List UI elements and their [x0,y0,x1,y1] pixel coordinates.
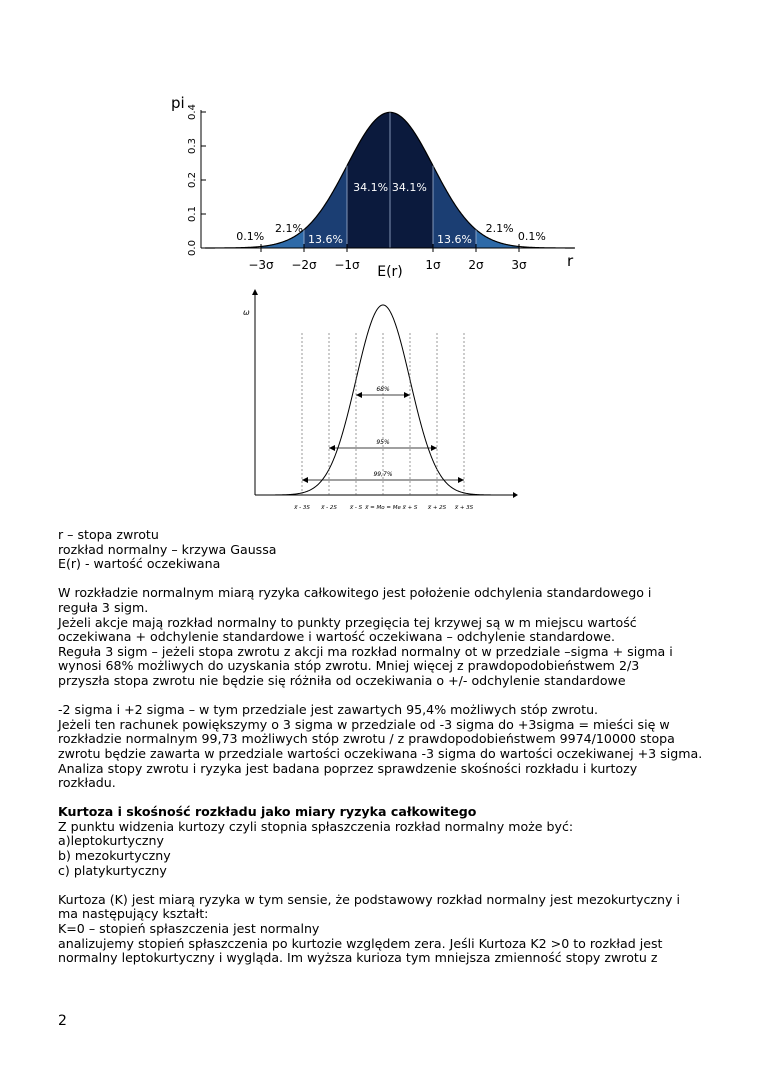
fig2-x-tick-label: x̅ + 3S [454,505,474,511]
normal-distribution-ranges-chart [225,285,525,520]
paragraph-line: K=0 – stopień spłaszczenia jest normalny [58,921,320,937]
fig2-x-tick-label: x̅ + 2S [427,505,447,511]
paragraph-line: normalny leptokurtyczny i wygląda. Im wyższa kurioza tym mniejsza zmienność stopy zwrotu z [58,950,658,966]
paragraph-line: wynosi 68% możliwych do uzyskania stóp zwrotu. Mniej więcej z prawdopodobieństwem 2/3 [58,658,640,674]
fig2-range-label: 95% [376,439,390,446]
fig1-x-tick-label: −3σ [248,258,274,272]
fig2-x-tick-label: x̅ = Mo = Me [365,505,401,511]
paragraph-line: Kurtoza (K) jest miarą ryzyka w tym sensie, że podstawowy rozkład normalny jest mezokurtyczny i [58,891,680,907]
definition-distribution: rozkład normalny – krzywa Gaussa [58,541,277,557]
fig1-x-tick-label: −1σ [334,258,360,272]
fig2-range-label: 99,7% [373,471,393,478]
paragraph-line: Jeżeli akcje mają rozkład normalny to punkty przegięcia tej krzywej są w m miejscu wartość [58,614,637,630]
fig1-percent-label: 34.1% [353,181,389,194]
fig2-x-tick-label: x̅ - 2S [321,505,337,511]
paragraph-line: W rozkładzie normalnym miarą ryzyka całkowitego jest położenie odchylenia standardowego i [58,585,652,601]
fig1-y-tick-label: 0.1 [187,206,198,222]
normal-distribution-shaded-chart [165,88,585,283]
paragraph-line: Reguła 3 sigm – jeżeli stopa zwrotu z akcji ma rozkład normalny ot w przedziale –sigma + sigma i [58,643,673,659]
fig1-percent-label: 2.1% [485,222,514,235]
fig2-range-arrow-right [431,445,437,451]
fig2-range-label: 68% [376,386,390,393]
fig1-r-label: r [567,252,574,270]
definition-r: r – stopa zwrotu [58,527,159,542]
fig1-percent-label: 13.6% [308,233,343,246]
paragraph-line: rozkładu. [58,775,116,791]
fig2-range-arrow-left [302,477,308,483]
fig1-percent-label: 34.1% [391,181,427,194]
paragraph-line: Analiza stopy zwrotu i ryzyka jest badana poprzez sprawdzenie skośności rozkładu i kurtozy [58,760,638,776]
fig2-range-arrow-right [404,392,410,398]
fig2-x-tick-label: x̅ - 3S [294,505,310,511]
fig1-x-tick-label: 2σ [468,258,484,272]
fig1-percent-label: 0.1% [236,230,265,243]
fig1-y-tick-label: 0.2 [187,172,198,188]
paragraph-line: zwrotu będzie zawarta w przedziale wartości oczekiwana -3 sigma do wartości oczekiwanej +3 sigma. [58,745,703,761]
fig1-x-tick-label: 3σ [511,258,527,272]
definition-expected-value: E(r) - wartość oczekiwana [58,556,221,572]
paragraph-line: reguła 3 sigm. [58,599,149,615]
fig1-y-tick-label: 0.3 [187,138,198,154]
fig1-y-tick-label: 0.0 [187,240,198,256]
fig2-x-tick-label: x̅ - S [349,505,363,511]
list-item: a)leptokurtyczny [58,833,164,849]
fig1-x-tick-label: −2σ [291,258,317,272]
paragraph-line: oczekiwana + odchylenie standardowe i wartość oczekiwana – odchylenie standardowe. [58,629,615,645]
fig2-range-arrow-right [458,477,464,483]
paragraph-line: przyszła stopa zwrotu nie będzie się różniła od oczekiwania o +/- odchylenie standardowe [58,672,626,688]
paragraph-line: rozkładzie normalnym 99,73 możliwych stóp zwrotu / z prawdopodobieństwem 9974/10000 stopa [58,731,675,747]
list-item: c) platykurtyczny [58,862,167,878]
fig1-x-tick-label: 1σ [425,258,441,272]
fig2-range-arrow-left [329,445,335,451]
fig2-range-arrow-left [356,392,362,398]
page-number: 2 [58,1013,67,1029]
fig1-y-tick-label: 0.4 [187,104,198,120]
fig1-y-label: pi [171,94,185,112]
fig1-percent-label: 13.6% [437,233,472,246]
fig2-x-tick-label: x̅ + S [402,505,418,511]
fig2-bell-curve [259,305,516,495]
paragraph-line: -2 sigma i +2 sigma – w tym przedziale jest zawartych 95,4% możliwych stóp zwrotu. [58,702,599,718]
fig1-percent-label: 0.1% [517,230,546,243]
section-heading: Kurtoza i skośność rozkładu jako miary ryzyka całkowitego [58,804,477,820]
paragraph-line: ma następujący kształt: [58,906,209,922]
fig1-percent-label: 2.1% [274,222,303,235]
body-text [58,528,718,966]
fig2-y-arrow [252,289,258,295]
fig2-y-label: ω [243,308,250,317]
paragraph-line: analizujemy stopień spłaszczenia po kurtozie względem zera. Jeśli Kurtoza K2 >0 to rozkład jest [58,935,663,951]
fig1-x-label: E(r) [377,264,403,280]
list-item: b) mezokurtyczny [58,848,171,864]
paragraph-line: Jeżeli ten rachunek powiększymy o 3 sigma w przedziale od -3 sigma do +3sigma = mieści się w [58,716,670,732]
paragraph-line: Z punktu widzenia kurtozy czyli stopnia spłaszczenia rozkład normalny może być: [58,818,574,834]
